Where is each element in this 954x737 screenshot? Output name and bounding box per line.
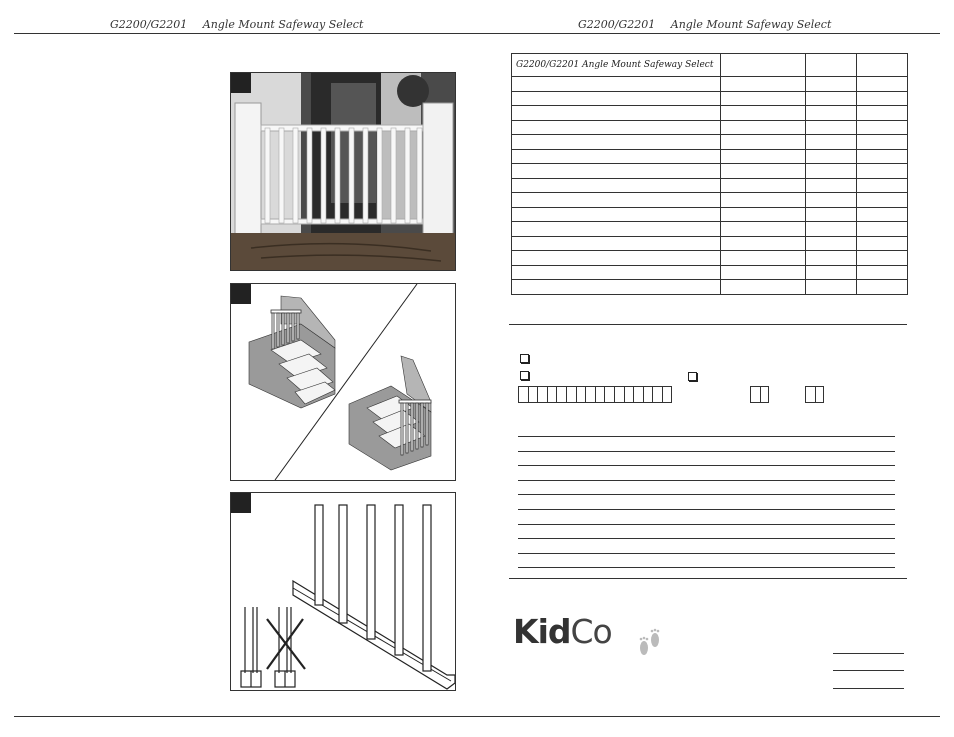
parts-table-cell [512,106,721,121]
kidco-logo [513,612,612,651]
parts-table-cell [512,149,721,164]
character-box[interactable] [633,386,643,403]
parts-table-cell [720,164,805,179]
parts-table-row [512,164,908,179]
parts-table-cell [856,120,907,135]
x-mark-icon [267,619,305,669]
parts-table-cell [805,135,856,150]
parts-table-cell [805,106,856,121]
write-line[interactable] [518,451,895,452]
parts-table-row [512,280,908,295]
parts-table-cell [512,251,721,266]
parts-table-cell [720,280,805,295]
character-box[interactable] [750,386,760,403]
step-badge-3 [231,493,251,513]
parts-table-row [512,106,908,121]
header-left-model: G2200/G2201 [110,18,188,31]
parts-table-cell [856,164,907,179]
parts-table-cell [856,251,907,266]
write-line[interactable] [518,524,895,525]
parts-table-cell [720,251,805,266]
parts-table [511,53,908,295]
parts-table-cell [512,236,721,251]
character-box[interactable] [585,386,595,403]
parts-table-row [512,91,908,106]
form-checkbox-2[interactable] [520,371,529,380]
parts-table-cell [512,178,721,193]
parts-table-cell [512,91,721,106]
photo-panel-installed-gate [230,72,456,271]
header-rule [14,33,940,34]
parts-table-cell [805,280,856,295]
signature-line-1[interactable] [833,653,904,654]
form-character-boxes-short-1[interactable] [750,386,769,403]
parts-table-cell [720,91,805,106]
character-box[interactable] [805,386,815,403]
parts-table-row [512,149,908,164]
form-divider-bottom [509,578,907,579]
parts-table-cell [805,91,856,106]
parts-table-cell [856,77,907,92]
character-box[interactable] [537,386,547,403]
parts-table-cell [720,106,805,121]
write-line[interactable] [518,553,895,554]
character-box[interactable] [815,386,825,403]
parts-table-cell [720,135,805,150]
parts-table-row [512,178,908,193]
write-line[interactable] [518,465,895,466]
footer-rule [14,716,940,717]
parts-table-cell [512,135,721,150]
parts-table-row [512,135,908,150]
write-line[interactable] [518,567,895,568]
parts-table-cell [805,120,856,135]
header-right-model: G2200/G2201 [578,18,656,31]
parts-table-cell [856,178,907,193]
parts-table-cell [720,222,805,237]
parts-table-row [512,193,908,208]
parts-table-cell [805,164,856,179]
diagram-panel-bar-detail [230,492,456,691]
step-badge-2 [231,284,251,304]
stair-mounting-diagrams [231,284,455,480]
parts-table-row [512,207,908,222]
step-badge-1 [231,73,251,93]
installed-gate-illustration [231,73,455,270]
character-box[interactable] [643,386,653,403]
parts-table-cell [512,193,721,208]
header-right [578,18,831,31]
parts-table-cell [856,265,907,280]
parts-table-row [512,120,908,135]
character-box[interactable] [604,386,614,403]
parts-table-cell [512,265,721,280]
form-checkbox-1[interactable] [520,354,529,363]
parts-table-cell [720,193,805,208]
parts-table-cell [805,251,856,266]
parts-table-cell [512,164,721,179]
parts-table-row [512,222,908,237]
parts-table-cell [805,207,856,222]
character-box[interactable] [652,386,662,403]
character-box[interactable] [556,386,566,403]
signature-line-3[interactable] [833,688,904,689]
parts-table-cell [856,236,907,251]
parts-table-cell [805,149,856,164]
parts-table-title-cell [512,54,721,77]
character-box[interactable] [614,386,624,403]
parts-table-header-row [512,54,908,77]
character-box[interactable] [518,386,528,403]
parts-table-cell [856,149,907,164]
parts-table-cell [805,178,856,193]
write-line[interactable] [518,494,895,495]
parts-table-cell [720,120,805,135]
parts-table-row [512,77,908,92]
parts-table-cell [805,193,856,208]
footprints-icon [636,626,662,660]
header-right-title: Angle Mount Safeway Select [670,18,832,31]
parts-table-cell [856,193,907,208]
parts-table-cell [512,77,721,92]
parts-table-cell [720,265,805,280]
form-divider-top [509,324,907,325]
parts-table-cell [856,106,907,121]
parts-table-cell [805,77,856,92]
form-character-boxes-short-2[interactable] [805,386,824,403]
header-left [110,18,363,31]
parts-table-cell [720,77,805,92]
form-checkbox-3[interactable] [688,372,697,381]
character-box[interactable] [566,386,576,403]
parts-table-row [512,265,908,280]
logo-co-text: Co [570,612,612,651]
character-box[interactable] [595,386,605,403]
parts-table-cell [720,149,805,164]
logo-kid-text: Kid [513,612,571,651]
character-box[interactable] [576,386,586,403]
parts-table-cell [720,178,805,193]
parts-table-cell [720,207,805,222]
signature-line-2[interactable] [833,670,904,671]
parts-table-cell [512,280,721,295]
parts-table-row [512,251,908,266]
parts-table-title: G2200/G2201 Angle Mount Safeway Select [516,60,714,70]
parts-table-cell [856,207,907,222]
header-left-title: Angle Mount Safeway Select [202,18,364,31]
parts-table-cell [856,280,907,295]
character-box[interactable] [528,386,538,403]
diagram-panel-stair-mounting [230,283,456,481]
character-box[interactable] [662,386,672,403]
form-character-boxes-long[interactable] [518,386,672,403]
character-box[interactable] [547,386,557,403]
parts-table-cell [856,91,907,106]
parts-table-cell [805,236,856,251]
write-line[interactable] [518,436,895,437]
parts-table-row [512,236,908,251]
parts-table-cell [805,222,856,237]
bar-detail-diagram [231,493,455,690]
write-line[interactable] [518,480,895,481]
parts-table-cell [512,207,721,222]
parts-table-cell [720,236,805,251]
character-box[interactable] [624,386,634,403]
character-box[interactable] [760,386,770,403]
parts-table-cell [856,222,907,237]
parts-table-cell [512,120,721,135]
write-line[interactable] [518,509,895,510]
write-line[interactable] [518,538,895,539]
parts-table-cell [805,265,856,280]
parts-table-cell [512,222,721,237]
parts-table-cell [856,135,907,150]
